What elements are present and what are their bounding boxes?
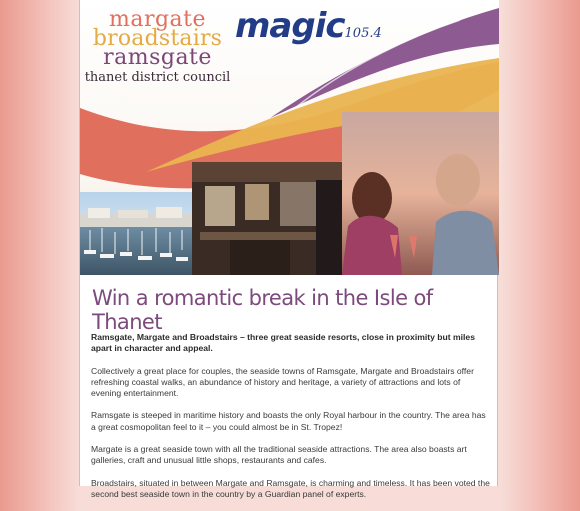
harbour-photo (80, 192, 192, 275)
council-name: thanet district council (84, 70, 231, 85)
paragraph: Ramsgate is steeped in maritime history and boasts the only Royal harbour in the country. The area has a great cosmopolitan feel to it – you could almost be in St. Tropez! (91, 410, 486, 432)
radio-frequency: 105.4 (344, 26, 382, 41)
magic-radio-logo[interactable] (235, 6, 382, 46)
header-banner (80, 0, 499, 275)
restaurant-photo (192, 162, 342, 275)
ramsgate-wordmark: ramsgate (103, 45, 212, 70)
article-body (91, 332, 491, 511)
couple-photo (342, 112, 499, 275)
margate-wordmark: margate (108, 7, 207, 32)
radio-name: magic (235, 6, 345, 46)
paragraph: Margate is a great seaside town with all the traditional seaside attractions. The area also boasts art galleries, craft and unusual little shops, restaurants and cafes. (91, 444, 467, 466)
paragraph: Broadstairs, situated in between Margate and Ramsgate, is charming and timeless. It has been voted the second best seaside town in the country by a Guardian panel of experts. (91, 477, 490, 499)
broadstairs-wordmark: broadstairs (92, 26, 223, 51)
email-card (79, 0, 498, 499)
paragraph: Collectively a great place for couples, the seaside towns of Ramsgate, Margate and Broadstairs offer refreshing coastal walks, an abundance of history and heritage, a variety of attractions and lots of evening entertainment. (91, 365, 474, 399)
intro-paragraph: Ramsgate, Margate and Broadstairs – three great seaside resorts, close in proximity but miles apart in character and appeal. (91, 332, 475, 354)
page-title: Win a romantic break in the Isle of Thanet (92, 286, 433, 334)
